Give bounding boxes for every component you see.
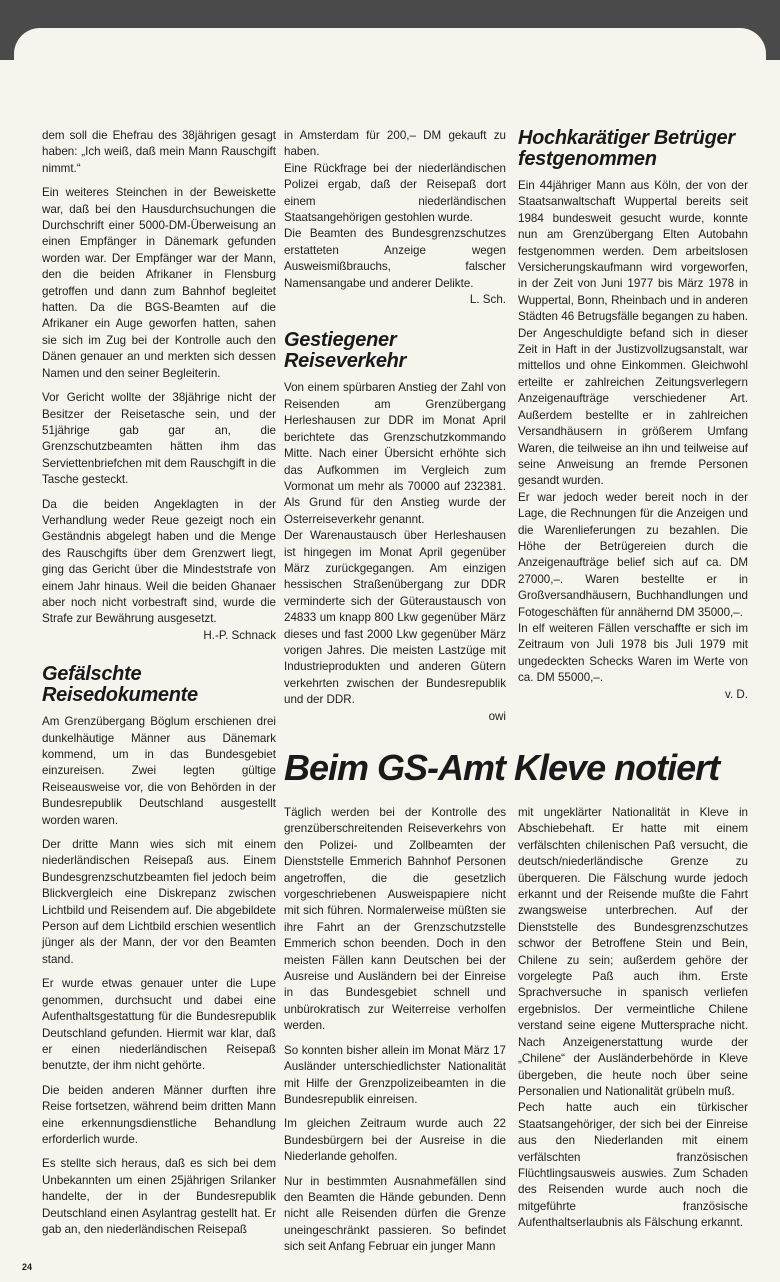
- paragraph: Er wurde etwas genauer unter die Lupe genommen, durchsucht und dabei eine Aufenthaltsgestattung für die Bundesrepublik Deutschland gefunden. Hiermit war klar, daß er einen niederländischen Reisepaß benutzte, der ihm nicht gehörte.: [42, 977, 276, 1073]
- column-3: [518, 128, 748, 711]
- bottom-row: [284, 805, 748, 1256]
- paragraph: Es stellte sich heraus, daß es sich bei dem Unbekannten um einen 25jährigen Srilanker handelte, der in der Bundesrepublik Deutschland einen Asylantrag gestellt hat. Er gab an, den niederländischen Reisepaß: [42, 1157, 276, 1236]
- heading-line: Reisedokumente: [42, 684, 198, 707]
- column-kleve-left: [284, 805, 506, 1256]
- article-heading-betrueger: [518, 128, 748, 170]
- paragraph: Er war jedoch weder bereit noch in der Lage, die Rechnungen für die Anzeigen und die Warenlieferungen zu bezahlen. Die Höhe der Betrügereien durch die Anzeigenaufträge belief sich auf ca. DM 27000,–. Waren bestellte er in Großversandhäusern, Buchhandlungen und Fotogeschäften für annähernd DM 35000,–.: [518, 490, 748, 619]
- author-signature: v. D.: [725, 687, 748, 701]
- paragraph: Nur in bestimmten Ausnahmefällen sind den Beamten die Hände gebunden. Denn nicht alle Reisenden dürfen die Grenze uneingeschränkt passieren. So befindet sich seit Anfang Februar ein junger Mann: [284, 1174, 506, 1254]
- column-2: [284, 128, 506, 733]
- heading-line: Hochkarätiger Betrüger: [518, 127, 735, 149]
- paragraph: mit ungeklärter Nationalität in Kleve in Abschiebehaft. Er hatte mit einem verfälschten chilenischen Paß versucht, die deutsch/niederländische Grenze zu überqueren. Die Fälschung wurde jedoch erkannt und der Reisende mußte die Fahrt zwangsweise unterbrechen. Auf der Dienststelle des Bundesgrenzschutzes schwor der Betroffene Stein und Bein, Chilene zu sein; außerdem gehöre der vorgelegte Paß auch ihm. Erste Sprachversuche in spanisch verliefen ergebnislos. Der vermeintliche Chilene verstand seine eigene Muttersprache nicht. Nach Anzeigenerstattung wurde der „Chilene“ der Ausländerbehörde in Kleve übergeben, die heute noch über seine Personalien und Nationalität grübeln muß.: [518, 806, 748, 1098]
- paragraph: Ein weiteres Steinchen in der Beweiskette war, daß bei den Hausdurchsuchungen die Durchschrift einer 5000-DM-Überweisung an einen Empfänger in Dänemark gefunden worden war. Der Empfänger war der Mann, den die beiden Afrikaner in Flensburg getroffen und dann zum Bahnhof begleitet hatten. Da die BGS-Beamten auf die Afrikaner ein Auge geworfen hatten, sahen sie sich im Zug bei der Kontrolle auch den Dänen genauer an und merkten sich dessen Namen und den seiner Begleiterin.: [42, 186, 276, 380]
- paragraph: Die Beamten des Bundesgrenzschutzes erstatteten Anzeige wegen Ausweismißbrauchs, falscher Namensangabe und anderer Delikte.: [284, 227, 506, 290]
- paragraph: Eine Rückfrage bei der niederländischen Polizei ergab, daß der Reisepaß dort einem niederländischen Staatsangehörigen gestohlen wurde.: [284, 161, 506, 225]
- heading-line: Gestiegener: [284, 329, 397, 352]
- paragraph: Die beiden anderen Männer durften ihre Reise fortsetzen, während beim dritten Mann eine erkennungsdienstliche Behandlung erforderlich wurde.: [42, 1083, 276, 1146]
- author-signature: H.-P. Schnack: [203, 628, 276, 642]
- paragraph: Von einem spürbaren Anstieg der Zahl von Reisenden am Grenzübergang Herleshausen zur DDR im Monat April berichtete das Grenzschutzkommando Mitte. Nach einer Übersicht erhöhte sich das Aufkommen im Vergleich zum Vormonat um mehr als 70000 auf 232381. Als Grund für den Anstieg wurde der Osterreiseverkehr genannt.: [284, 381, 506, 526]
- article-heading-kleve: Beim GS-Amt Kleve notiert: [284, 747, 720, 788]
- paragraph: Der dritte Mann wies sich mit einem niederländischen Reisepaß aus. Einem Bundesgrenzschutzbeamten fiel jedoch beim Blickvergleich eine Diskrepanz zwischen Lichtbild und Reisendem auf. Die abgebildete Person auf dem Lichtbild erschien wesentlich jünger als der Mann, der vor den Beamten stand.: [42, 838, 276, 966]
- page-number: 24: [22, 1261, 33, 1272]
- paragraph: So konnten bisher allein im Monat März 17 Ausländer unterschiedlichster Nationalität mit Hilfe der Grenzpolizeibeamten in die Bundesrepublik einreisen.: [284, 1043, 506, 1106]
- paragraph: Täglich werden bei der Kontrolle des grenzüberschreitenden Reiseverkehrs von den Polizei- und Zollbeamten der Dienststelle Emmerich Bahnhof Personen angetroffen, die die gesetzlich vorgeschriebenen Ausweispapiere nicht mit sich führen. Normalerweise müßten sie ihre Fahrt an der Grenzschutzstelle Emmerich schon beenden. Doch in den meisten Fällen kann Deutschen bei der Ausreise und Ausländern bei der Einreise in das Bundesgebiet schnell und unbürokratisch zur Weiterreise verholfen werden.: [284, 806, 506, 1033]
- top-row: [284, 128, 748, 733]
- paragraph: dem soll die Ehefrau des 38jährigen gesagt haben: „Ich weiß, daß mein Mann Rauschgift nimmt.“: [42, 129, 276, 175]
- paragraph: in Amsterdam für 200,– DM gekauft zu haben.: [284, 129, 506, 159]
- paragraph: Ein 44jähriger Mann aus Köln, der von der Staatsanwaltschaft Wuppertal bereits seit 1984 bundesweit gesucht wurde, konnte nun am Grenzübergang Elten Autobahn festgenommen werden. Dem arbeitslosen Versicherungskaufmann wird vorgeworfen, in der Zeit von Juni 1977 bis März 1978 in Wuppertal, Bonn, Rheinbach und in anderen Städten 46 Betrugsfälle begangen zu haben. Der Angeschuldigte befand sich in dieser Zeit in Haft in der Justizvollzugsanstalt, war mittellos und ohne Einkommen. Gleichwohl erteilte er zahlreichen Zeitungsverlegern Anzeigenaufträge verschiedener Art. Außerdem bestellte er in zahlreichen Versandhäusern in größerem Umfang Waren, die teilweise an ihn und teilweise auf seine Anweisung an fremde Personen gesandt wurden.: [518, 179, 748, 488]
- heading-line: festgenommen: [518, 148, 657, 170]
- column-1: [42, 128, 276, 1238]
- column-kleve-right: [518, 805, 748, 1232]
- article-heading-faelschung: [42, 664, 276, 706]
- paragraph: Im gleichen Zeitraum wurde auch 22 Bundesbürgern bei der Ausreise in die Niederlande geholfen.: [284, 1117, 506, 1164]
- heading-line: Gefälschte: [42, 663, 142, 686]
- paragraph: Da die beiden Angeklagten in der Verhandlung weder Reue gezeigt noch ein Geständnis abgelegt haben und die Menge des Rauschgifts über dem Grenzwert liegt, ging das Gericht über die Mindeststrafe von einem Jahr hinaus. Weil die beiden Ghanaer aber noch nicht vorbestraft sind, wurde die Strafe zur Bewährung ausgesetzt.: [42, 497, 276, 626]
- paragraph: Pech hatte auch ein türkischer Staatsangehöriger, der sich bei der Einreise aus den Niederlanden mit einem verfälschten französischen Flüchtlingsausweis auswies. Zum Schaden des Reisenden wurde auch noch die mitgeführte französische Aufenthaltserlaubnis als Fälschung erkannt.: [518, 1101, 748, 1230]
- author-signature: L. Sch.: [469, 293, 506, 307]
- author-signature: owi: [488, 709, 506, 723]
- article-heading-reiseverkehr: [284, 330, 506, 372]
- paragraph: In elf weiteren Fällen verschaffte er sich im Zeitraum von Juli 1978 bis Juli 1979 mit ungedeckten Schecks Waren im Werte von ca. DM 55000,–.: [518, 621, 748, 685]
- heading-line: Reiseverkehr: [284, 350, 407, 373]
- paragraph: Am Grenzübergang Böglum erschienen drei dunkelhäutige Männer aus Dänemark kommend, um in das Bundesgebiet einzureisen. Zwei legten gültige Reiseausweise vor, die von Behörden in der Bundesrepublik Deutschland ausgestellt worden waren.: [42, 715, 276, 827]
- paragraph: Vor Gericht wollte der 38jährige nicht der Besitzer der Reisetasche sein, und der 51jährige gab gar an, die Grenzschutzbeamten hätten ihm das Serviettenbriefchen mit dem Rauschgift in die Tasche gesteckt.: [42, 391, 276, 487]
- right-area: [284, 128, 748, 1256]
- paragraph: Der Warenaustausch über Herleshausen ist hingegen im Monat April gegenüber März zurückgegangen. Am einzigen hessischen Straßenübergang zur DDR verminderte sich der Güteraustausch von 24833 um knapp 800 Lkw gegenüber März dieses und fast 2000 Lkw gegenüber März vorigen Jahres. Die meisten Lastzüge mit Industrieprodukten und anderen Gütern verkehrten zwischen der Bundesrepublik und der DDR.: [284, 529, 506, 707]
